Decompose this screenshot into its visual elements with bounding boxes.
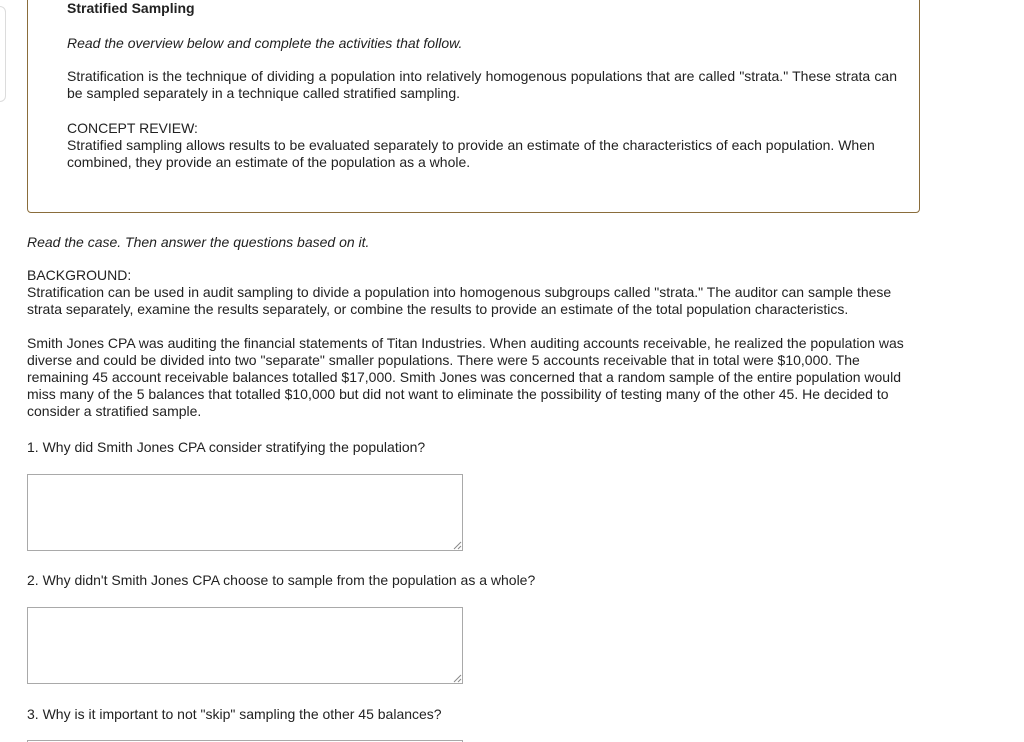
overview-title: Stratified Sampling xyxy=(67,0,195,16)
concept-review-heading: CONCEPT REVIEW: xyxy=(67,120,198,136)
overview-panel xyxy=(27,0,920,213)
concept-review-text: Stratified sampling allows results to be evaluated separately to provide an estimate of the characteristics of each population. When combined, they provide an estimate of the population as a whole. xyxy=(67,137,875,170)
question-1: 1. Why did Smith Jones CPA consider stratifying the population? xyxy=(27,439,426,455)
stratification-text: Stratification is the technique of dividing a population into relatively homogenous populations that are called "strata." These strata can be sampled separately in a technique called stratified sampling. xyxy=(67,68,897,101)
answer-2-textarea[interactable] xyxy=(27,607,463,684)
question-2: 2. Why didn't Smith Jones CPA choose to sample from the population as a whole? xyxy=(27,572,536,588)
side-panel-tab[interactable] xyxy=(0,6,6,102)
overview-instruction: Read the overview below and complete the activities that follow. xyxy=(67,35,463,51)
answer-1-textarea[interactable] xyxy=(27,474,463,551)
question-3: 3. Why is it important to not "skip" sampling the other 45 balances? xyxy=(27,706,442,722)
background-paragraph-2: Smith Jones CPA was auditing the financial statements of Titan Industries. When auditing accounts receivable, he realized the population was diverse and could be divided into two "separate" smaller populations. There were 5 accounts receivable that in total were $10,000. The remaining 45 account receivable balances totalled $17,000. Smith Jones was concerned that a random sample of the entire population would miss many of the 5 balances that totalled $10,000 but did not want to eliminate the possibility of testing many of the other 45. He decided to consider a stratified sample. xyxy=(27,335,904,419)
background-heading: BACKGROUND: xyxy=(27,267,132,283)
case-instruction: Read the case. Then answer the questions based on it. xyxy=(27,234,370,250)
background-paragraph-1: Stratification can be used in audit sampling to divide a population into homogenous subgroups called "strata." The auditor can sample these strata separately, examine the results separately, or combine the results to provide an estimate of the total population characteristics. xyxy=(27,284,892,317)
